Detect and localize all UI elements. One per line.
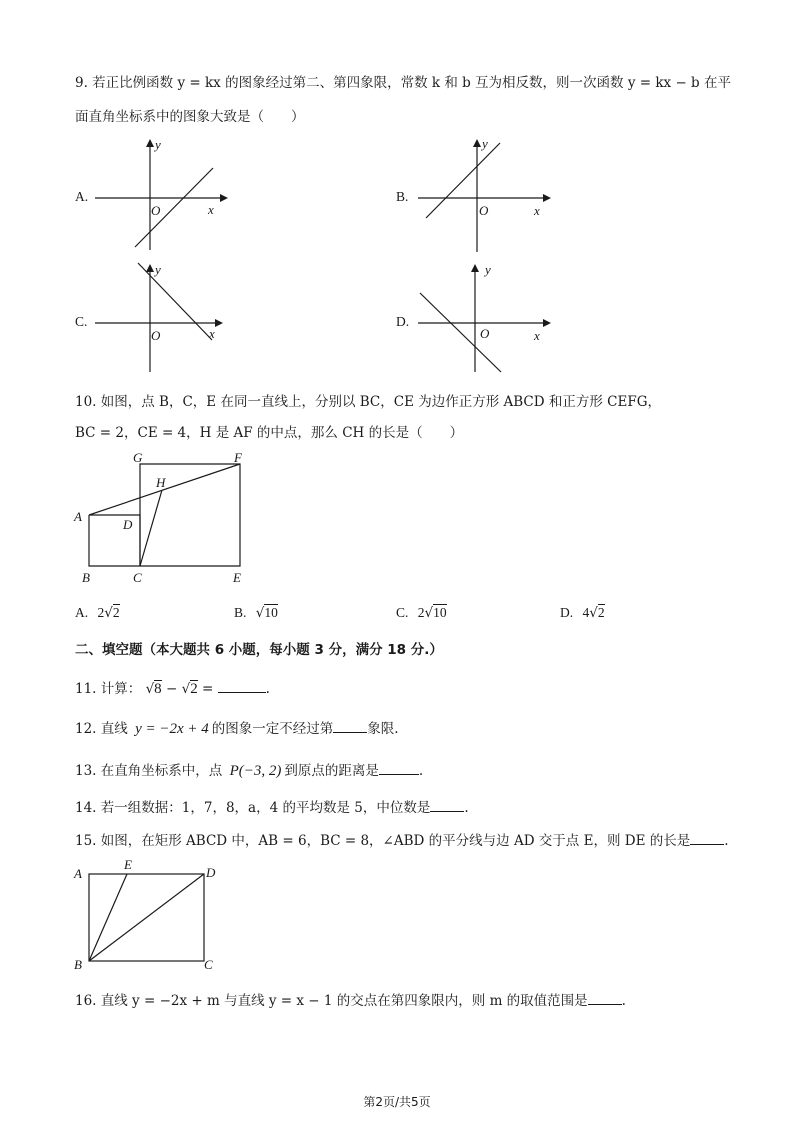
q12: [75, 718, 399, 738]
q10-point-c: C: [133, 570, 142, 585]
q13-suffix-a: 到原点的距离是: [284, 763, 379, 779]
q10-option-c-label: C.: [396, 605, 409, 620]
q10-line2: BC = 2，CE = 4，H 是 AF 的中点，那么 CH 的长是（ ）: [75, 425, 464, 441]
q10-point-h: H: [156, 475, 166, 490]
q10-point-b: B: [82, 570, 90, 585]
q11-minus: −: [165, 681, 178, 697]
q10-line1: 10. 如图，点 B，C，E 在同一直线上，分别以 BC，CE 为边作正方形 ABCD 和正方形 CEFG，: [75, 394, 661, 410]
q9-c-origin: O: [151, 328, 161, 343]
q9-c-axis-y: y: [155, 262, 161, 277]
q13: [75, 760, 423, 780]
q12-prefix: 12. 直线: [75, 721, 128, 737]
q11-expr-b: 2: [190, 681, 198, 697]
q9-a-origin: O: [151, 203, 161, 218]
q9-b-axis-y: y: [482, 136, 488, 151]
q15-point-c: C: [204, 957, 213, 972]
q13-suffix-b: .: [418, 763, 424, 779]
q9-b-axis-x: x: [534, 203, 540, 218]
q10-option-b-rad: 10: [264, 605, 278, 620]
q9-option-d-label: D.: [396, 314, 410, 329]
q10-point-e: E: [233, 570, 241, 585]
q10-option-b-label: B.: [234, 605, 247, 620]
q12-expr: y = −2x + 4: [135, 721, 209, 737]
q13-prefix: 13. 在直角坐标系中，点: [75, 763, 223, 779]
q9-graph-c: [90, 260, 230, 375]
q14-suffix: .: [464, 800, 469, 816]
q12-answer-blank[interactable]: [333, 718, 367, 733]
q10-option-d-label: D.: [560, 605, 574, 620]
q10-option-a: A. 2√2: [75, 605, 120, 621]
q13-expr: P(−3, 2): [229, 763, 282, 779]
q9-graph-d: [413, 260, 553, 375]
q13-answer-blank[interactable]: [379, 760, 419, 775]
q9-graph-b: [413, 135, 553, 255]
q10-option-a-label: A.: [75, 605, 89, 620]
q15-suffix: .: [724, 833, 729, 849]
q10-point-a: A: [74, 509, 82, 524]
q16-text: 16. 直线 y = −2x + m 与直线 y = x − 1 的交点在第四象限内，则 m 的取值范围是: [75, 993, 588, 1009]
q16-answer-blank[interactable]: [588, 990, 622, 1005]
q14: [75, 797, 469, 817]
q9-d-axis-x: x: [534, 328, 540, 343]
q10-option-d: D. 4√2: [560, 605, 605, 621]
q9-option-a-label: A.: [75, 189, 89, 204]
page-footer: 第2页/共5页: [363, 1095, 431, 1109]
q15: [75, 830, 729, 850]
q9-d-origin: O: [480, 326, 490, 341]
q10-option-c: C. 2√10: [396, 605, 447, 621]
q15-text: 15. 如图，在矩形 ABCD 中，AB = 6，BC = 8，∠ABD 的平分线与边 AD 交于点 E，则 DE 的长是: [75, 833, 691, 849]
q9-a-axis-y: y: [155, 137, 161, 152]
q11: 11. 计算： √8 − √2 = .: [75, 678, 270, 698]
q12-mid: 的图象一定不经过第: [211, 721, 334, 737]
q10-point-f: F: [234, 450, 242, 465]
q12-suffix: 象限.: [367, 721, 399, 737]
q14-text: 14. 若一组数据：1，7，8，a，4 的平均数是 5，中位数是: [75, 800, 431, 816]
q10-option-d-rad: 2: [597, 605, 605, 620]
q16: [75, 990, 626, 1010]
q11-answer-blank[interactable]: [218, 678, 266, 693]
section-heading: 二、填空题（本大题共 6 小题，每小题 3 分，满分 18 分.）: [75, 642, 443, 658]
q14-answer-blank[interactable]: [430, 797, 464, 812]
q15-point-a: A: [74, 866, 82, 881]
q11-suffix: .: [265, 681, 270, 697]
q10-point-g: G: [133, 450, 143, 465]
q10-option-c-coef: 2: [417, 605, 425, 620]
q9-option-c-label: C.: [75, 314, 88, 329]
q15-point-d: D: [206, 865, 216, 880]
q10-point-d: D: [123, 517, 133, 532]
q10-option-a-coef: 2: [97, 605, 105, 620]
q9-a-axis-x: x: [208, 202, 214, 217]
q11-expr-a: 8: [154, 681, 162, 697]
q10-option-d-coef: 4: [582, 605, 590, 620]
q15-answer-blank[interactable]: [690, 830, 724, 845]
q15-point-b: B: [74, 957, 82, 972]
q9-b-origin: O: [479, 203, 489, 218]
q16-suffix: .: [621, 993, 626, 1009]
q9-c-axis-x: x: [209, 326, 215, 341]
q10-figure: [70, 448, 260, 593]
q9-d-axis-y: y: [485, 262, 491, 277]
q9-option-b-label: B.: [396, 189, 409, 204]
q10-option-c-rad: 10: [433, 605, 447, 620]
q11-eq: =: [201, 681, 214, 697]
q9-graph-a: [90, 135, 230, 255]
q15-point-e: E: [124, 857, 132, 872]
q15-figure: [70, 857, 230, 972]
q9-line2: 面直角坐标系中的图象大致是（ ）: [75, 109, 305, 125]
q11-prefix: 11. 计算：: [75, 681, 142, 697]
q10-option-a-rad: 2: [112, 605, 120, 620]
q9-line1: 9. 若正比例函数 y = kx 的图象经过第二、第四象限，常数 k 和 b 互为相反数，则一次函数 y = kx − b 在平: [75, 75, 731, 91]
q10-option-b: B. √10: [234, 605, 278, 621]
